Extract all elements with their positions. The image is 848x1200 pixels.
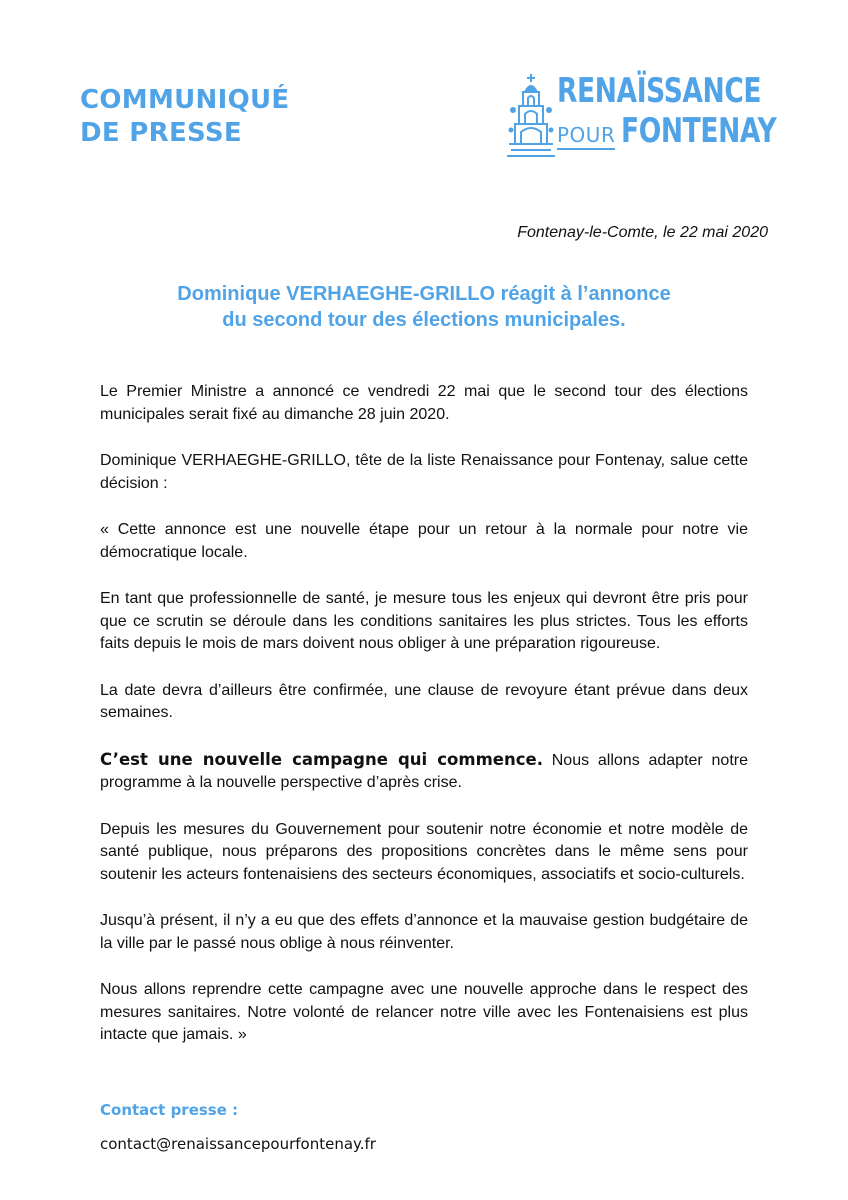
title-line-2: DE PRESSE (80, 118, 242, 148)
logo-fontenay: FONTENAY (621, 111, 777, 151)
paragraph-9: Nous allons reprendre cette campagne avec une nouvelle approche dans le respect des mesures sanitaires. Notre volonté de relancer notre ville avec les Fontenaisiens est plus intacte que jamais. » (100, 981, 748, 1043)
headline-line-1: Dominique VERHAEGHE-GRILLO réagit à l’annonce (177, 283, 671, 305)
dateline: Fontenay-le-Comte, le 22 mai 2020 (517, 224, 768, 241)
title-line-1: COMMUNIQUÉ (80, 85, 290, 115)
logo-pour: POUR (557, 122, 615, 150)
paragraph-7: Depuis les mesures du Gouvernement pour soutenir notre économie et notre modèle de santé publique, nous préparons des propositions concrètes dans le même sens pour soutenir les acteurs fontenaisiens des secteurs économiques, associatifs et socio-culturels. (100, 820, 748, 883)
paragraph-4: En tant que professionnelle de santé, je mesure tous les enjeux qui devront être pris pour que ce scrutin se déroule dans les conditions sanitaires les plus strictes. Tous les efforts faits depuis le mois de mars doivent nous obliger à une préparation rigoureuse. (100, 590, 748, 652)
renaissance-pour-fontenay-logo (505, 70, 777, 160)
contact-email-link[interactable]: contact@renaissancepourfontenay.fr (100, 1135, 376, 1153)
logo-line-renaissance: RENAÏSSANCE (557, 71, 762, 111)
paragraph-5: La date devra d’ailleurs être confirmée, une clause de revoyure étant prévue dans deux semaines. (100, 681, 748, 721)
press-release-title (80, 84, 289, 150)
headline-line-2: du second tour des élections municipales. (222, 309, 626, 331)
body-text (100, 381, 748, 1071)
logo-line-pour-fontenay (557, 112, 820, 150)
paragraph-6 (100, 749, 748, 795)
logo-wordmark (557, 72, 820, 150)
church-tower-icon (505, 70, 557, 158)
paragraph-2: Dominique VERHAEGHE-GRILLO, tête de la liste Renaissance pour Fontenay, salue cette décision : (100, 452, 748, 492)
paragraph-3: « Cette annonce est une nouvelle étape pour un retour à la normale pour notre vie démocratique locale. (100, 521, 748, 561)
paragraph-6-bold-lead: C’est une nouvelle campagne qui commence. (100, 749, 543, 769)
paragraph-1: Le Premier Ministre a annoncé ce vendredi 22 mai que le second tour des élections municipales serait fixé au dimanche 28 juin 2020. (100, 383, 748, 423)
headline (80, 281, 768, 333)
paragraph-8: Jusqu’à présent, il n’y a eu que des effets d’annonce et la mauvaise gestion budgétaire de la ville par le passé nous oblige à nous réinventer. (100, 912, 748, 952)
contact-label: Contact presse : (100, 1101, 239, 1119)
paragraph-6-text: Nous allons adapter notre programme à la nouvelle perspective d’après crise. (100, 751, 749, 791)
